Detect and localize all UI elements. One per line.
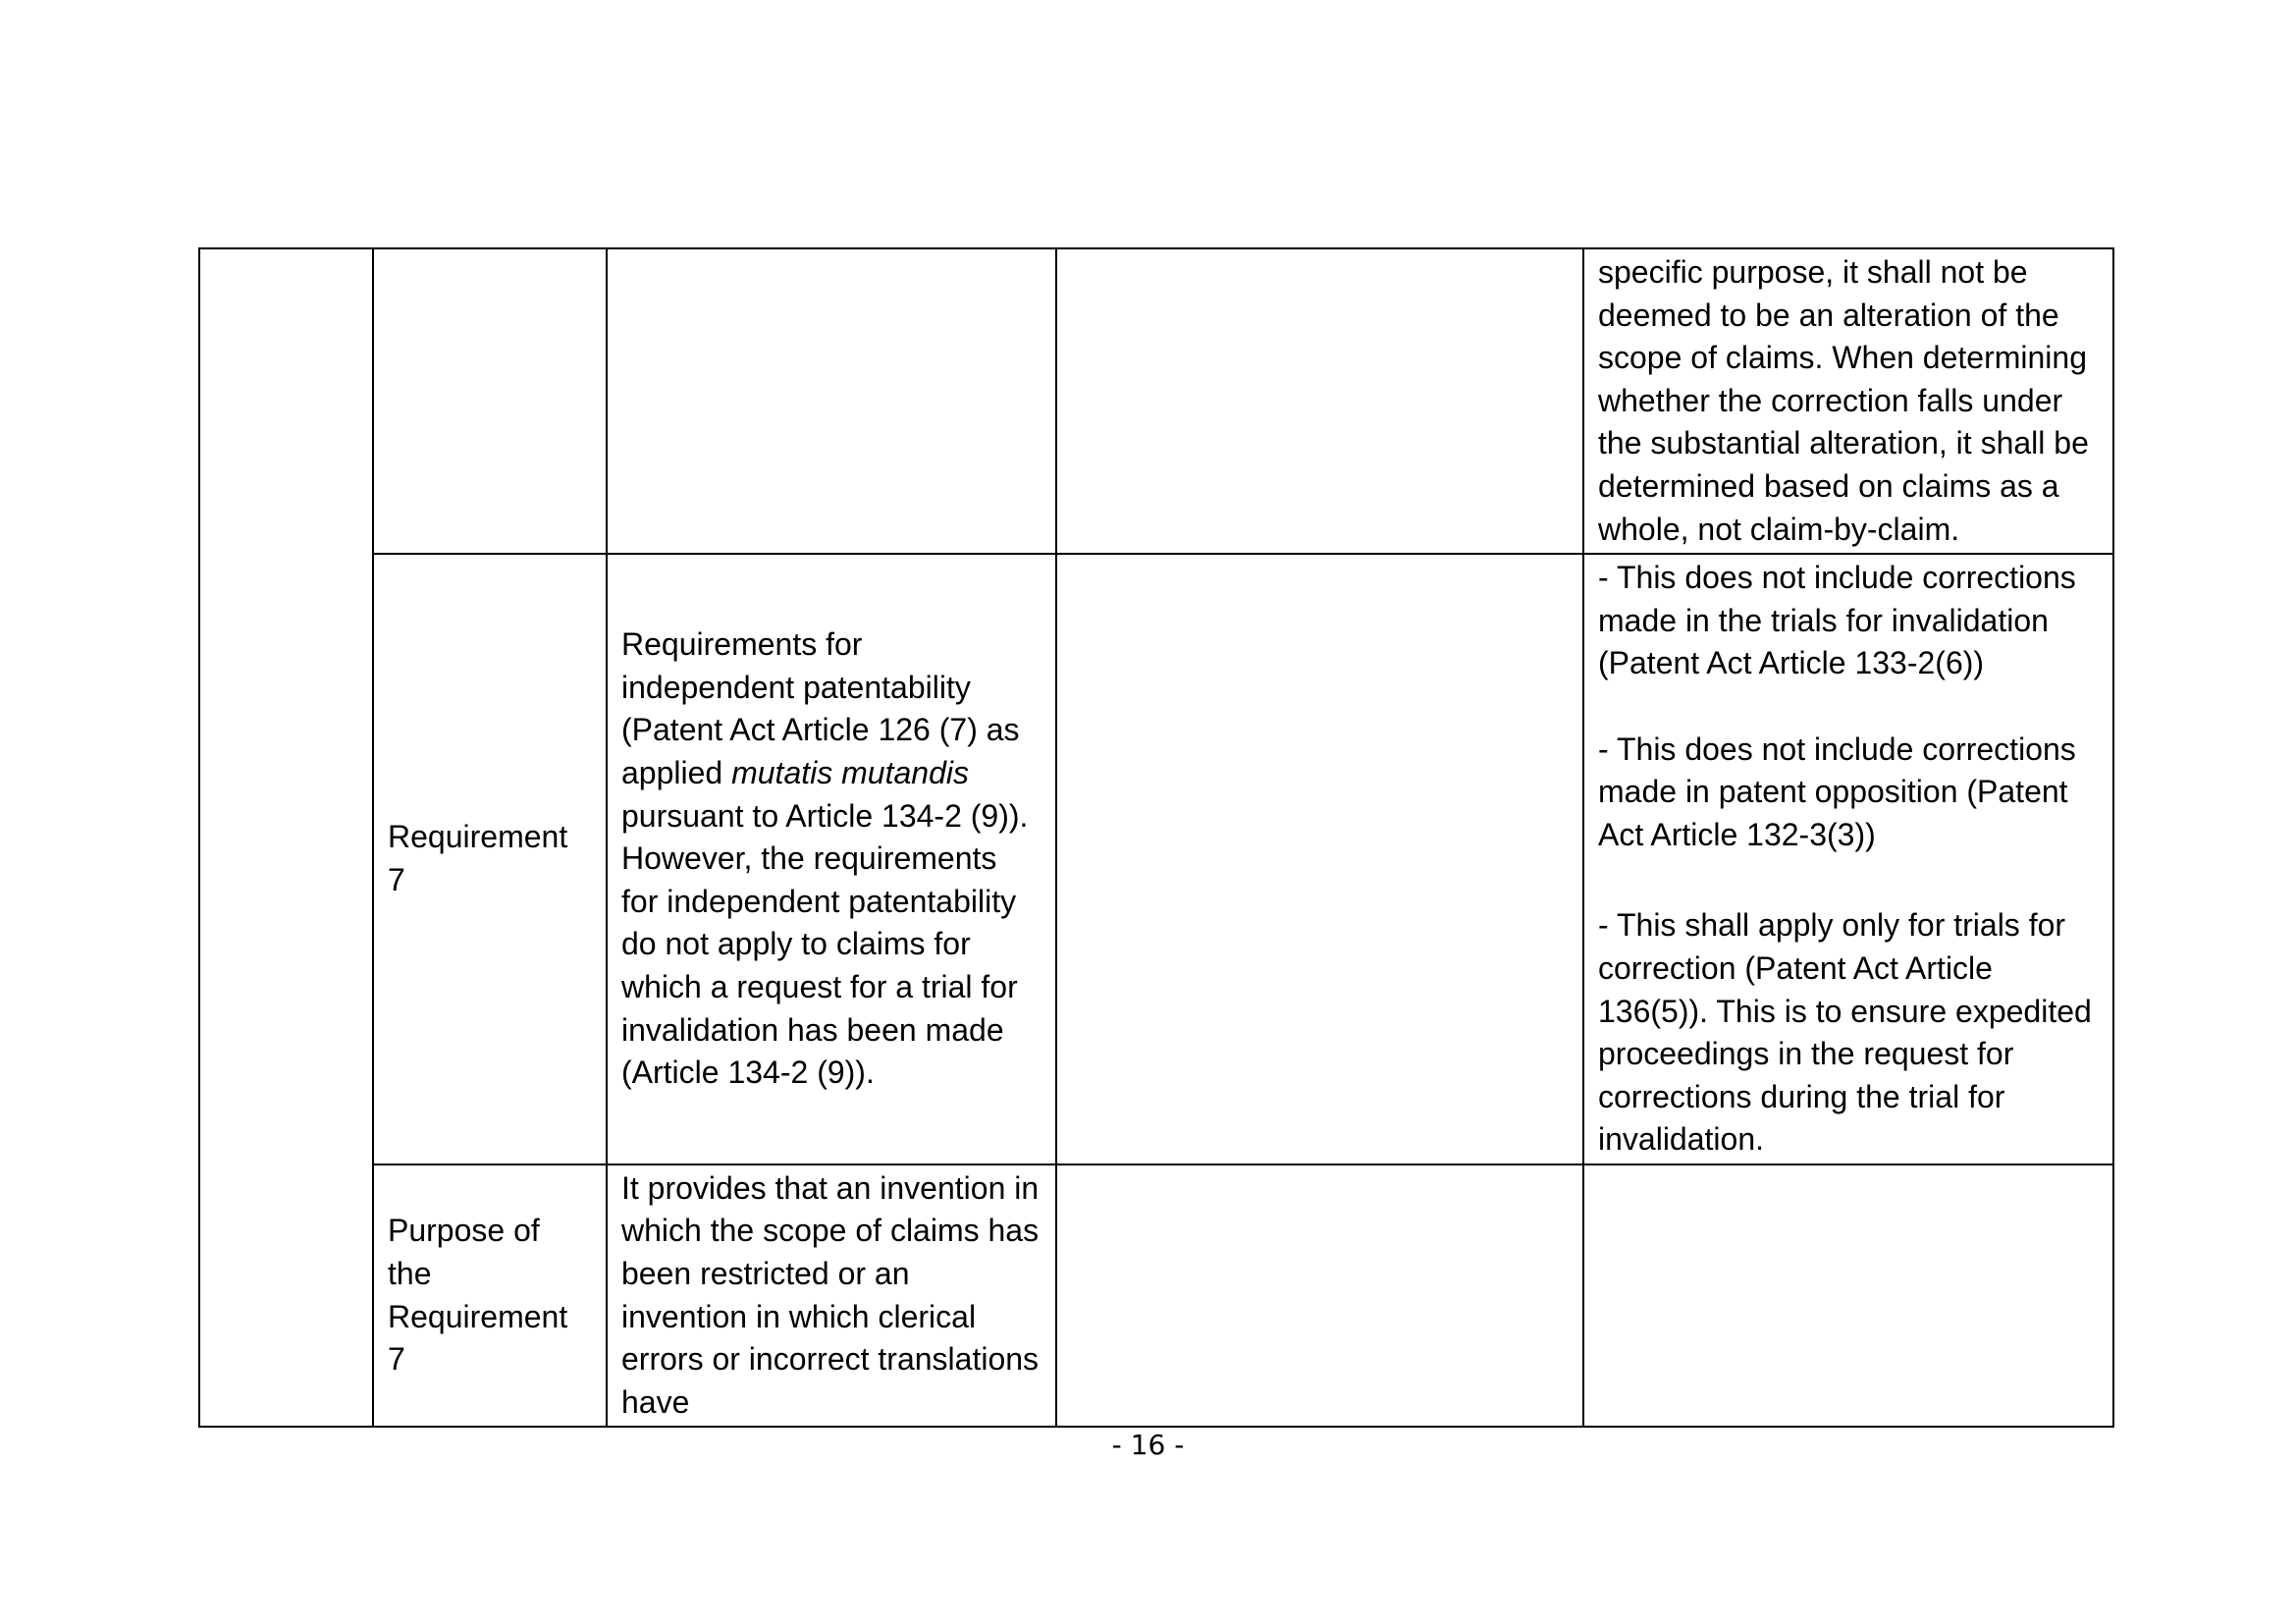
- cell-text: pursuant to Article 134-2 (9)). However, the requirements for independent patentability do not apply to claims for which a request for a trial for invalidation has been made (Article 134-2 (9)).: [621, 797, 1029, 1091]
- table-row: [199, 248, 2113, 554]
- table-cell-notes: [1583, 554, 2113, 1164]
- cell-text: It provides that an invention in which the scope of claims has been restricted or an invention in which clerical errors or incorrect translations have: [621, 1169, 1040, 1420]
- table-cell-empty: [373, 248, 607, 554]
- cell-text: Purpose of the Requirement 7: [388, 1213, 568, 1378]
- table-cell-empty: [1056, 248, 1583, 554]
- table-row: [199, 554, 2113, 1164]
- note-paragraph: - This does not include corrections made in patent opposition (Patent Act Article 132-3(3)): [1598, 731, 2076, 852]
- table-row: [199, 1164, 2113, 1428]
- table-cell-empty: [1056, 554, 1583, 1164]
- note-paragraph: - This shall apply only for trials for correction (Patent Act Article 136(5)). This is to ensure expedited proceedings in the request for corrections during the trial for invalidation.: [1598, 907, 2092, 1158]
- cell-text-italic: mutatis mutandis: [731, 755, 969, 791]
- table-cell-empty: [1056, 1164, 1583, 1428]
- cell-text: specific purpose, it shall not be deemed to be an alteration of the scope of claims. When determining whether the correction falls under the substantial alteration, it shall be determined based on claims as a whole, not claim-by-claim.: [1598, 254, 2089, 547]
- comparison-table: [198, 247, 2114, 1428]
- page-number: - 16 -: [1111, 1429, 1185, 1461]
- cell-text: Requirement 7: [388, 819, 568, 898]
- requirement-label: [373, 554, 607, 1164]
- requirement-description: [607, 554, 1056, 1164]
- cell-text: Requirements for independent patentability (Patent Act Article 126 (7) as applied: [621, 626, 1020, 791]
- purpose-description: [607, 1164, 1056, 1428]
- table-cell-empty: [607, 248, 1056, 554]
- table-cell-empty: [199, 248, 373, 1427]
- table-cell-empty: [1583, 1164, 2113, 1428]
- note-paragraph: - This does not include corrections made in the trials for invalidation (Patent Act Article 133-2(6)): [1598, 560, 2076, 681]
- purpose-label: [373, 1164, 607, 1428]
- table-cell-notes: [1583, 248, 2113, 554]
